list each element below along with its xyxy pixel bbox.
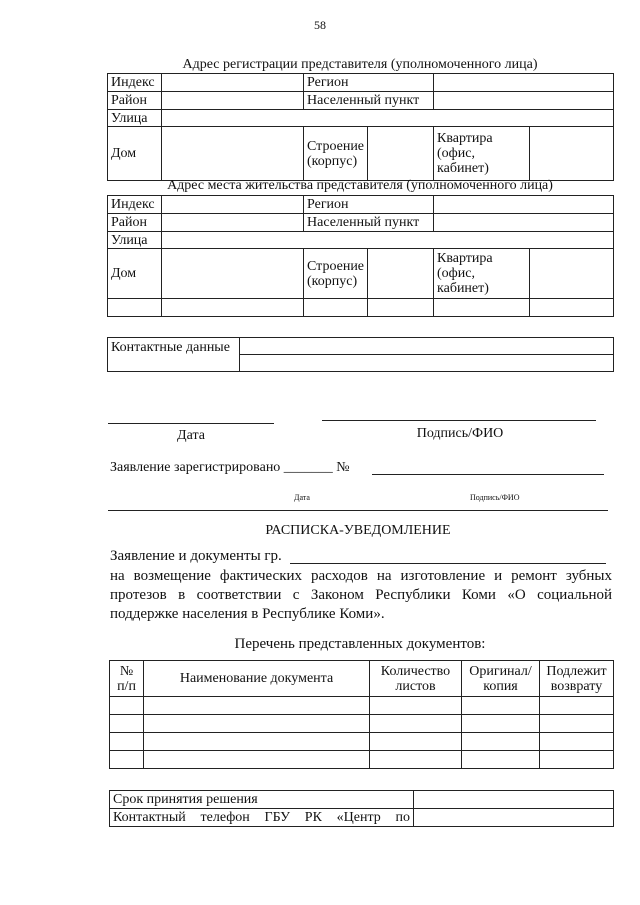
res-district-label: Район	[108, 214, 162, 232]
res-apartment-field[interactable]	[530, 249, 614, 299]
signature-label: Подпись/ФИО	[416, 426, 504, 441]
doc-cell[interactable]	[370, 697, 462, 715]
decision-phone-label: Контактный телефон ГБУ РК «Центр по	[110, 809, 414, 827]
contacts-label: Контактные данные	[108, 338, 240, 372]
doc-cell[interactable]	[540, 733, 614, 751]
receipt-line1: Заявление и документы гр.	[110, 548, 282, 564]
reg-address-title: Адрес регистрации представителя (уполномоченного лица)	[182, 57, 538, 72]
reg-region-label: Регион	[304, 74, 434, 92]
res-settlement-label: Населенный пункт	[304, 214, 434, 232]
reg-apartment-field[interactable]	[530, 127, 614, 181]
registration-divider	[108, 510, 608, 511]
date-label: Дата	[177, 428, 205, 443]
reg-settlement-label: Населенный пункт	[304, 92, 434, 110]
doc-cell[interactable]	[540, 697, 614, 715]
reg-district-field[interactable]	[162, 92, 304, 110]
documents-table	[109, 660, 614, 769]
res-address-table	[107, 195, 614, 317]
doc-cell[interactable]	[462, 697, 540, 715]
res-extra-cell	[368, 299, 434, 317]
documents-title: Перечень представленных документов:	[234, 636, 486, 652]
res-extra-cell	[108, 299, 162, 317]
doc-cell[interactable]	[144, 751, 370, 769]
doc-cell[interactable]	[462, 751, 540, 769]
reg-building-label: Строение (корпус)	[304, 127, 368, 181]
res-region-label: Регион	[304, 196, 434, 214]
res-extra-cell	[434, 299, 530, 317]
decision-term-label: Срок принятия решения	[110, 791, 414, 809]
reg-house-field[interactable]	[162, 127, 304, 181]
doc-cell[interactable]	[110, 733, 144, 751]
res-index-field[interactable]	[162, 196, 304, 214]
registration-text: Заявление зарегистрировано _______ №	[110, 460, 350, 475]
res-settlement-field[interactable]	[434, 214, 614, 232]
receipt-title: РАСПИСКА-УВЕДОМЛЕНИЕ	[265, 523, 451, 538]
doc-cell[interactable]	[462, 715, 540, 733]
registration-sign-small: Подпись/ФИО	[470, 493, 520, 502]
doc-cell[interactable]	[370, 733, 462, 751]
decision-phone-field[interactable]	[414, 809, 614, 827]
registration-date-small: Дата	[294, 493, 310, 502]
res-street-label: Улица	[108, 232, 162, 249]
decision-term-field[interactable]	[414, 791, 614, 809]
res-address-title: Адрес места жительства представителя (уполномоченного лица)	[167, 178, 553, 193]
registration-number-line[interactable]	[372, 474, 604, 475]
contacts-field-1[interactable]	[240, 338, 614, 355]
doc-cell[interactable]	[144, 733, 370, 751]
doc-header-num: № п/п	[110, 661, 144, 697]
reg-index-field[interactable]	[162, 74, 304, 92]
reg-apartment-label: Квартира (офис, кабинет)	[434, 127, 530, 181]
res-house-field[interactable]	[162, 249, 304, 299]
doc-cell[interactable]	[144, 715, 370, 733]
doc-cell[interactable]	[462, 733, 540, 751]
doc-cell[interactable]	[110, 751, 144, 769]
contacts-field-2[interactable]	[240, 355, 614, 372]
signature-line[interactable]	[322, 420, 596, 421]
res-region-field[interactable]	[434, 196, 614, 214]
reg-district-label: Район	[108, 92, 162, 110]
doc-cell[interactable]	[540, 751, 614, 769]
doc-header-original: Оригинал/ копия	[462, 661, 540, 697]
res-house-label: Дом	[108, 249, 162, 299]
table-row	[110, 751, 614, 769]
doc-cell[interactable]	[370, 751, 462, 769]
res-apartment-label: Квартира (офис, кабинет)	[434, 249, 530, 299]
reg-settlement-field[interactable]	[434, 92, 614, 110]
res-building-label: Строение (корпус)	[304, 249, 368, 299]
reg-address-table	[107, 73, 614, 181]
doc-cell[interactable]	[540, 715, 614, 733]
receipt-body: на возмещение фактических расходов на изготовление и ремонт зубных протезов в соответствии с Законом Республики Коми «О социальной поддержке населения в Республике Коми».	[110, 568, 612, 622]
decision-table	[109, 790, 614, 827]
doc-header-count: Количество листов	[370, 661, 462, 697]
res-extra-cell	[530, 299, 614, 317]
doc-header-name: Наименование документа	[144, 661, 370, 697]
reg-index-label: Индекс	[108, 74, 162, 92]
doc-cell[interactable]	[110, 715, 144, 733]
doc-cell[interactable]	[144, 697, 370, 715]
res-street-field[interactable]	[162, 232, 614, 249]
table-row	[110, 733, 614, 751]
table-row	[110, 697, 614, 715]
reg-building-field[interactable]	[368, 127, 434, 181]
citizen-name-line[interactable]	[290, 563, 606, 564]
table-row	[110, 715, 614, 733]
res-index-label: Индекс	[108, 196, 162, 214]
doc-header-return: Подлежит возврату	[540, 661, 614, 697]
reg-house-label: Дом	[108, 127, 162, 181]
doc-cell[interactable]	[110, 697, 144, 715]
contacts-table	[107, 337, 614, 372]
reg-region-field[interactable]	[434, 74, 614, 92]
res-district-field[interactable]	[162, 214, 304, 232]
page-number: 58	[314, 18, 326, 32]
doc-cell[interactable]	[370, 715, 462, 733]
date-line[interactable]	[108, 423, 274, 424]
reg-street-label: Улица	[108, 110, 162, 127]
res-building-field[interactable]	[368, 249, 434, 299]
res-extra-cell	[304, 299, 368, 317]
res-extra-cell	[162, 299, 304, 317]
reg-street-field[interactable]	[162, 110, 614, 127]
